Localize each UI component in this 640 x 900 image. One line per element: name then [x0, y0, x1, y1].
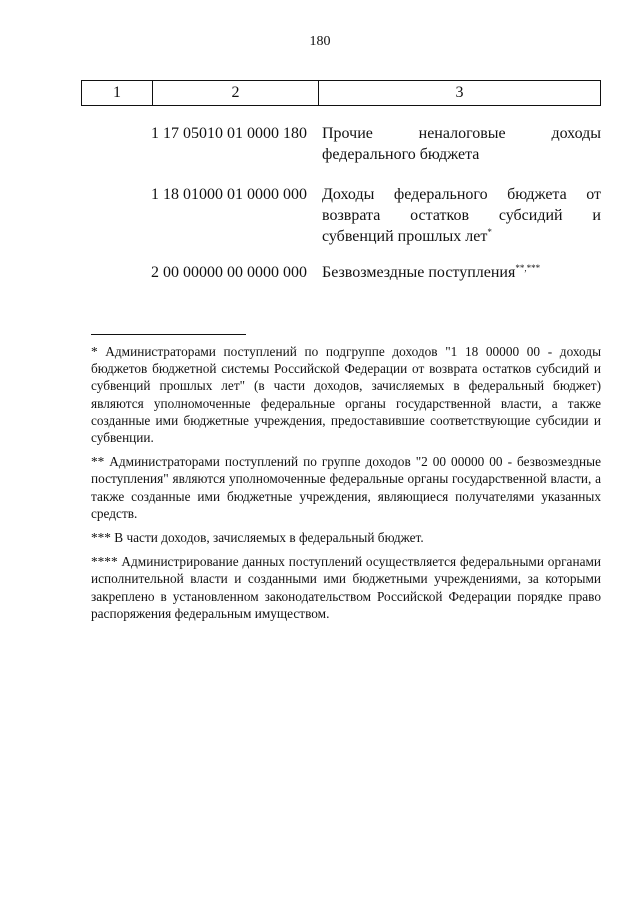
- column-header-table: [81, 80, 601, 106]
- header-row: [82, 81, 601, 106]
- description-line: Прочие неналоговые доходы: [322, 125, 601, 142]
- description-line: возврата остатков субсидий и: [322, 207, 601, 224]
- footnote-divider: [91, 334, 246, 335]
- description-line: федерального бюджета: [322, 146, 480, 163]
- description-line: Доходы федерального бюджета от: [322, 186, 601, 203]
- description-line-text: субвенций прошлых лет: [322, 228, 488, 245]
- revenue-code: 1 18 01000 01 0000 000: [151, 186, 307, 203]
- footnote: ** Администраторами поступлений по группе доходов "2 00 00000 00 - безвозмездные поступления" являются уполномоченные федеральные органы государственной власти, а также созданные ими бюджетные учреждения, являющиеся получателями указанных средств.: [91, 454, 601, 521]
- page-number: 180: [309, 34, 331, 49]
- revenue-code: 2 00 00000 00 0000 000: [151, 264, 307, 281]
- footnote: *** В части доходов, зачисляемых в федеральный бюджет.: [91, 530, 424, 546]
- column-1-header: 1: [82, 81, 153, 106]
- revenue-code: 1 17 05010 01 0000 180: [151, 125, 307, 142]
- revenue-description: [322, 184, 601, 247]
- footnote-mark: *: [487, 227, 492, 237]
- column-2-header: 2: [153, 81, 319, 106]
- column-3-header: 3: [319, 81, 601, 106]
- description-line-text: Безвозмездные поступления: [322, 264, 516, 281]
- footnote: * Администраторами поступлений по подгруппе доходов "1 18 00000 00 - доходы бюджетов бюджетной системы Российской Федерации от возврата остатков субсидий и субвенций прошлых лет" (в части доходов, зачисляемых в федеральный бюджет) являются уполномоченные федеральные органы государственной власти, а также созданные ими бюджетные учреждения, предоставившие соответствующие субсидии и субвенции.: [91, 344, 601, 446]
- footnotes: [91, 343, 601, 629]
- footnote-mark: **,***: [515, 263, 541, 273]
- revenue-description: [322, 262, 601, 283]
- revenue-description: [322, 123, 601, 165]
- description-line: [322, 262, 601, 283]
- footnote: **** Администрирование данных поступлений осуществляется федеральными органами исполнительной власти и созданными ими бюджетными учреждениями, за которыми закреплено в установленном законодательством Российской Федерации порядке право распоряжения федеральным имуществом.: [91, 554, 601, 621]
- description-line: [322, 226, 601, 247]
